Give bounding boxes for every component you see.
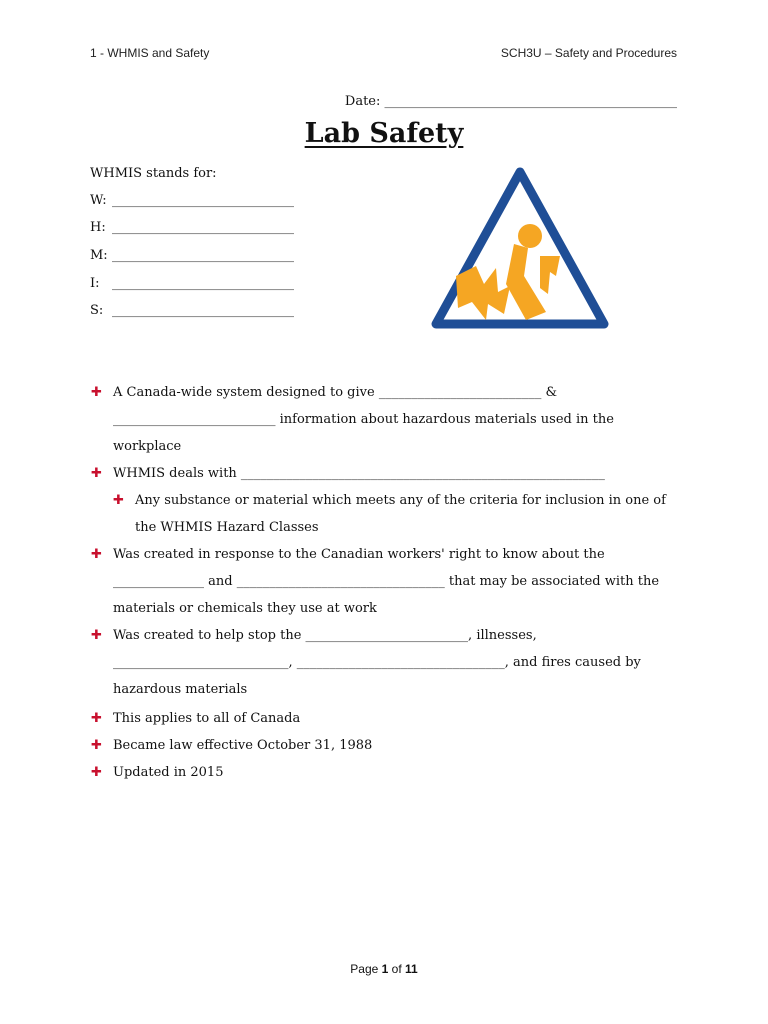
page-total: 11 xyxy=(405,962,418,976)
red-cross-icon: ✚ xyxy=(91,466,102,481)
list-item xyxy=(90,732,680,759)
acronym-letter: H: xyxy=(90,220,106,235)
list-item-text: This applies to all of Canada xyxy=(113,711,301,726)
main-bullet-list xyxy=(90,379,680,703)
acronym-blank: ____________________________ xyxy=(112,303,294,318)
list-item xyxy=(90,759,680,786)
red-cross-icon: ✚ xyxy=(91,547,102,562)
red-cross-icon: ✚ xyxy=(91,385,102,400)
acronym-blank: ____________________________ xyxy=(112,276,294,291)
list-item-text: Updated in 2015 xyxy=(113,765,224,780)
acronym-letter: I: xyxy=(90,276,100,291)
list-item-sub xyxy=(112,487,680,541)
acronym-row-i xyxy=(90,276,294,291)
red-cross-icon: ✚ xyxy=(91,765,102,780)
acronym-letter: M: xyxy=(90,248,108,263)
list-item xyxy=(90,460,680,487)
acronym-row-h xyxy=(90,220,294,235)
list-item xyxy=(90,379,680,460)
list-item-text: A Canada-wide system designed to give _________________________ & _________________________ information about hazardous materials used in the workplace xyxy=(113,385,614,454)
acronym-letter: W: xyxy=(90,193,107,208)
of-label: of xyxy=(391,962,402,976)
page-footer xyxy=(0,962,768,976)
facts-bullet-list xyxy=(90,705,680,786)
acronym-row-s xyxy=(90,303,294,318)
acronym-row-m xyxy=(90,248,294,263)
acronym-blank: ____________________________ xyxy=(112,193,294,208)
red-cross-icon: ✚ xyxy=(91,738,102,753)
acronym-blank: ____________________________ xyxy=(112,220,294,235)
whmis-intro: WHMIS stands for: xyxy=(90,166,217,181)
whmis-triangle-logo xyxy=(428,164,612,332)
red-cross-icon: ✚ xyxy=(113,493,124,508)
logo-figure-head xyxy=(518,224,542,248)
logo-figure-leaf xyxy=(456,266,510,320)
acronym-row-w xyxy=(90,193,294,208)
red-cross-icon: ✚ xyxy=(91,628,102,643)
page-title: Lab Safety xyxy=(304,118,464,149)
list-item-text: Any substance or material which meets any of the criteria for inclusion in one of the WHMIS Hazard Classes xyxy=(135,493,666,535)
list-item xyxy=(90,622,680,703)
list-item xyxy=(90,705,680,732)
list-item-text: Became law effective October 31, 1988 xyxy=(113,738,373,753)
acronym-letter: S: xyxy=(90,303,104,318)
list-item-text: Was created to help stop the _________________________, illnesses, ___________________________, ________________________________, and fires caused by hazardous materials xyxy=(113,628,641,697)
list-item-text: WHMIS deals with ________________________________________________________ xyxy=(113,466,605,481)
list-item xyxy=(90,541,680,622)
logo-figure-arm xyxy=(540,256,560,294)
acronym-blank: ____________________________ xyxy=(112,248,294,263)
header-right: SCH3U – Safety and Procedures xyxy=(500,46,677,60)
page-label: Page xyxy=(350,962,379,976)
date-field: Date: _____________________________________________ xyxy=(344,94,677,109)
header-left: 1 - WHMIS and Safety xyxy=(90,46,210,60)
red-cross-icon: ✚ xyxy=(91,711,102,726)
list-item-text: Was created in response to the Canadian workers' right to know about the ______________ and ________________________________ that may be associated with the materials or chemicals they use at work xyxy=(113,547,660,616)
page-number: 1 xyxy=(381,962,389,976)
